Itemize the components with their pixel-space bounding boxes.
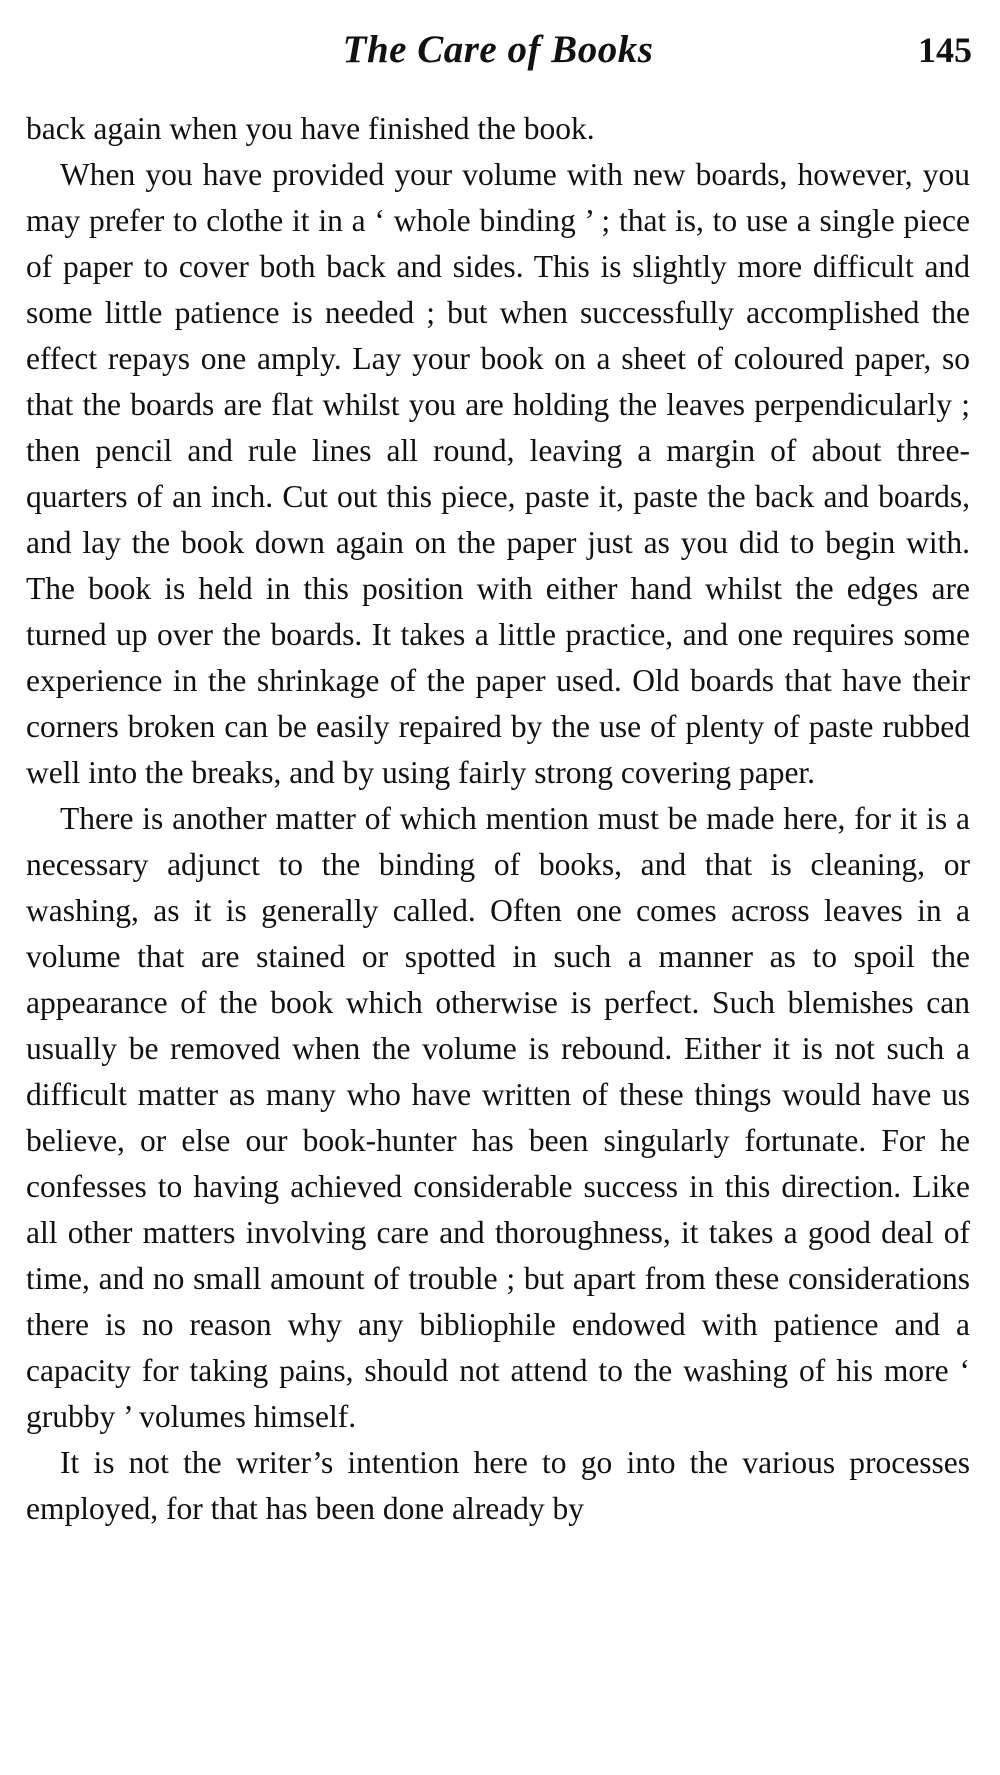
paragraph-continued: back again when you have finished the book. (26, 111, 595, 146)
paragraph-whole-binding: When you have provided your volume with new boards, however, you may prefer to clothe it in a ‘ whole binding ’ ; that is, to use a single piece of paper to cover both back and sides. This is slightly more difficult and some little patience is needed ; but when successfully accomplished the effect repays one amply. Lay your book on a sheet of coloured paper, so that the boards are flat whilst you are holding the leaves perpendicularly ; then pencil and rule lines all round, leaving a margin of about three-quarters of an inch. Cut out this piece, paste it, paste the back and boards, and lay the book down again on the paper just as you did to begin with. The book is held in this position with either hand whilst the edges are turned up over the boards. It takes a little practice, and one requires some experience in the shrinkage of the paper used. Old boards that have their corners broken can be easily repaired by the use of plenty of paste rubbed well into the breaks, and by using fairly strong covering paper. (26, 157, 970, 790)
paragraph-cleaning: There is another matter of which mention must be made here, for it is a necessary adjunct to the binding of books, and that is cleaning, or washing, as it is generally called. Often one comes across leaves in a volume that are stained or spotted in such a manner as to spoil the appearance of the book which otherwise is perfect. Such blemishes can usually be removed when the volume is rebound. Either it is not such a difficult matter as many who have written of these things would have us believe, or else our book-hunter has been singularly fortunate. For he confesses to having achieved considerable success in this direction. Like all other matters involving care and thoroughness, it takes a good deal of time, and no small amount of trouble ; but apart from these considerations there is no reason why any bibliophile endowed with patience and a capacity for taking pains, should not attend to the washing of his more ‘ grubby ’ volumes himself. (26, 801, 970, 1434)
running-head (24, 22, 972, 82)
running-title: The Care of Books (342, 28, 654, 71)
paragraph-processes: It is not the writer’s intention here to go into the various processes employed, for that has been done already by (26, 1445, 970, 1526)
text-body (26, 106, 970, 1532)
page-number: 145 (918, 30, 972, 70)
